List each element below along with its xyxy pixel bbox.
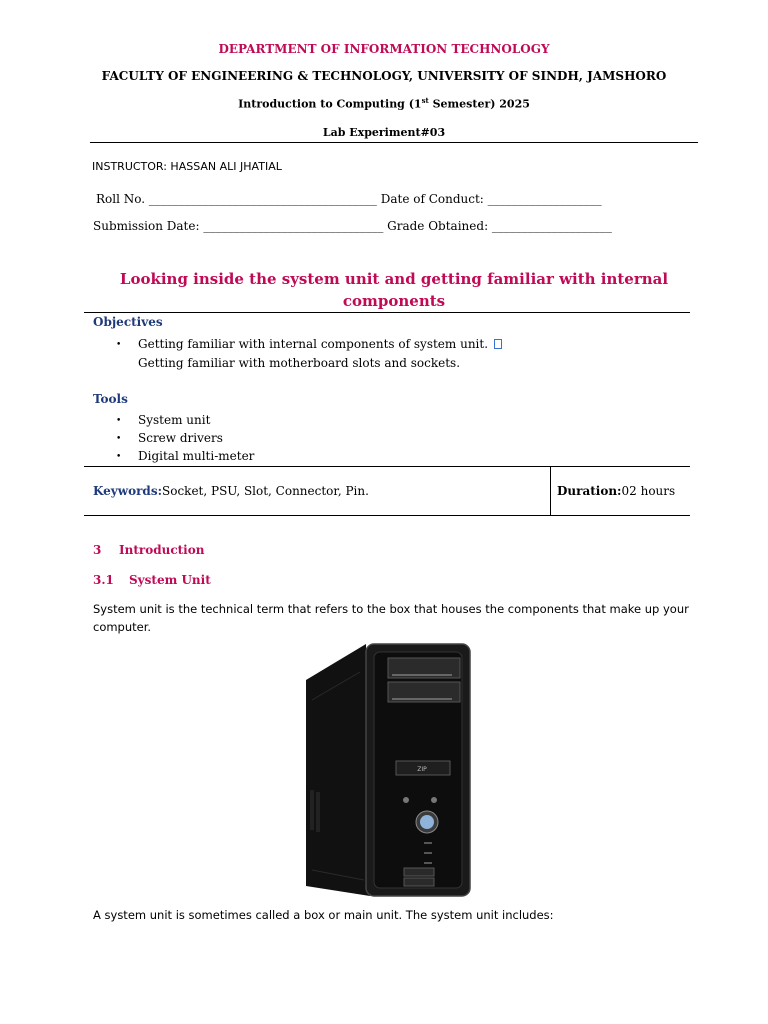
keywords-label: Keywords: xyxy=(93,484,163,498)
bullet-icon: • xyxy=(116,340,122,350)
submission-date-field[interactable]: ______________________________ xyxy=(203,219,384,233)
keywords-value: Socket, PSU, Slot, Connector, Pin. xyxy=(162,484,369,498)
objective-text: Getting familiar with internal components of system unit. xyxy=(138,337,489,351)
keywords-table xyxy=(84,466,690,516)
submission-date-label: Submission Date: xyxy=(93,219,204,233)
tool-item: Screw drivers xyxy=(138,431,223,445)
department-title: DEPARTMENT OF INFORMATION TECHNOLOGY xyxy=(218,42,550,56)
course-semester: Semester) 2025 xyxy=(428,97,530,111)
roll-number-field[interactable]: ______________________________________ xyxy=(148,192,377,206)
section-number: 3 xyxy=(93,543,102,557)
subsection-title: System Unit xyxy=(129,573,211,587)
submission-grade-line xyxy=(93,219,612,233)
usb-port-icon[interactable] xyxy=(404,868,434,876)
intro-paragraph: System unit is the technical term that refers to the box that houses the components that make up your computer. xyxy=(93,602,689,634)
objectives-heading: Objectives xyxy=(93,315,163,329)
tools-heading: Tools xyxy=(93,392,128,406)
keywords-cell xyxy=(93,484,369,498)
course-name: Introduction to Computing (1 xyxy=(238,97,422,111)
subsection-number: 3.1 xyxy=(93,573,114,587)
tower-side-panel xyxy=(306,644,370,896)
instructor-line: INSTRUCTOR: HASSAN ALI JHATIAL xyxy=(92,160,282,173)
objective-item xyxy=(138,337,502,351)
table-divider xyxy=(550,467,551,515)
roll-label: Roll No. xyxy=(96,192,149,206)
grade-obtained-field[interactable]: ____________________ xyxy=(491,219,612,233)
power-button-icon[interactable] xyxy=(420,815,434,829)
grade-obtained-label: Grade Obtained: xyxy=(383,219,492,233)
faculty-title: FACULTY OF ENGINEERING & TECHNOLOGY, UNIVERSITY OF SINDH, JAMSHORO xyxy=(101,69,667,83)
led-icon xyxy=(431,797,437,803)
objective-item: Getting familiar with motherboard slots and sockets. xyxy=(138,356,461,370)
zip-drive-label: ZIP xyxy=(417,766,427,773)
tool-item: System unit xyxy=(138,413,211,427)
course-superscript: st xyxy=(421,96,429,105)
section-title: Introduction xyxy=(119,543,205,557)
led-icon xyxy=(403,797,409,803)
usb-port-icon[interactable] xyxy=(404,878,434,886)
date-of-conduct-label: Date of Conduct: xyxy=(376,192,488,206)
course-title xyxy=(0,96,768,111)
system-unit-image xyxy=(300,640,480,902)
lab-experiment-title: Lab Experiment#03 xyxy=(322,126,446,139)
bullet-icon: • xyxy=(116,452,122,462)
tool-item: Digital multi-meter xyxy=(138,449,255,463)
header-divider xyxy=(90,142,698,143)
checkbox-glyph-icon xyxy=(494,339,502,349)
duration-cell xyxy=(557,484,675,498)
duration-label: Duration: xyxy=(557,484,622,498)
bullet-icon: • xyxy=(116,416,122,426)
bullet-icon: • xyxy=(116,434,122,444)
roll-date-line xyxy=(96,192,602,206)
duration-value: 02 hours xyxy=(621,484,676,498)
title-divider xyxy=(84,312,690,313)
system-unit-paragraph: A system unit is sometimes called a box or main unit. The system unit includes: xyxy=(93,908,554,922)
date-of-conduct-field[interactable]: ___________________ xyxy=(487,192,602,206)
page-title: Looking inside the system unit and getting familiar with internal components xyxy=(119,270,669,310)
